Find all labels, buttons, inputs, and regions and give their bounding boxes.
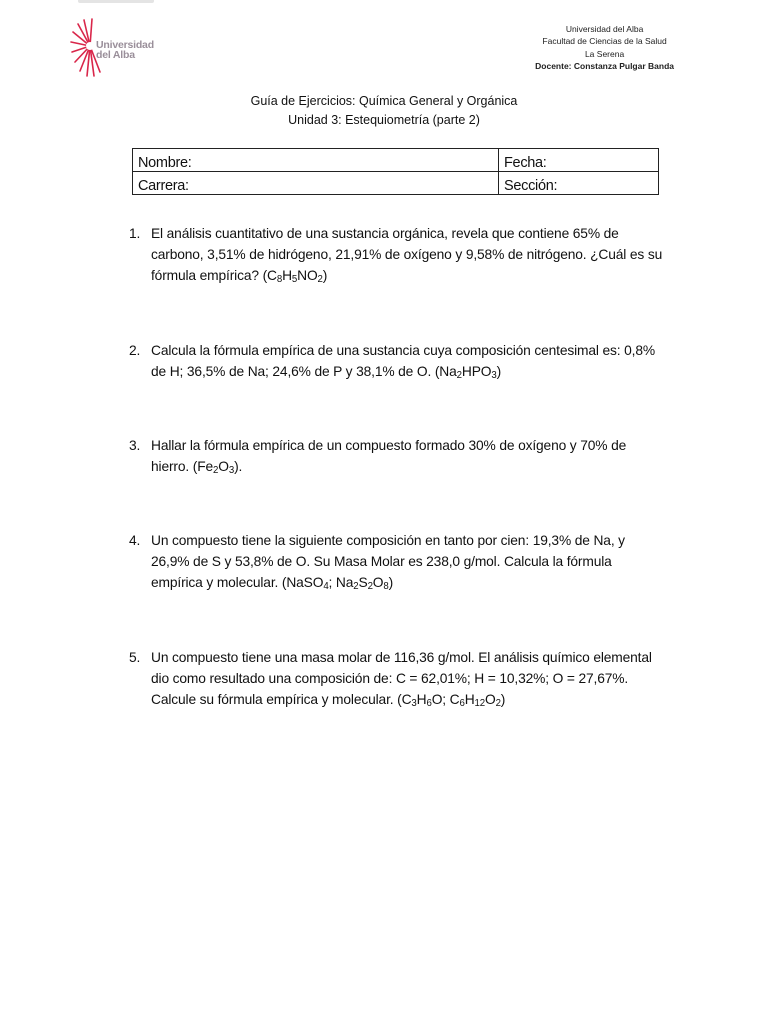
institution-line: La Serena <box>584 48 625 59</box>
question-answer: (NaSO$_4$; $Na_2S_2O_8$) <box>281 575 394 592</box>
question-text: El análisis cuantitativo de una sustancia orgánica, revela que contiene 65% de carbono, 3,51% de hidrógeno, 21,91% de oxígeno y 9,58% de nitrógeno. ¿Cuál es su fórmula empírica? <box>151 226 663 283</box>
question-5 <box>129 647 664 710</box>
institution-info <box>535 23 674 73</box>
logo-wordmark: Universidad del Alba <box>96 39 154 61</box>
institution-line: Universidad del Alba <box>565 24 644 34</box>
fecha-field[interactable]: Fecha: <box>499 149 659 172</box>
question-answer: $(Na_2HPO_3)$ <box>434 364 502 381</box>
question-4 <box>129 530 664 593</box>
question-number: 3. <box>129 438 141 453</box>
carrera-field[interactable]: Carrera: <box>133 172 499 195</box>
question-text: Hallar la fórmula empírica de un compuesto formado 30% de oxígeno y 70% de hierro. <box>151 438 627 474</box>
question-number: 2. <box>129 343 141 358</box>
question-text: Calcula la fórmula empírica de una sustancia cuya composición centesimal es: 0,8% de H; 36,5% de Na; 24,6% de P y 38,1% de O. <box>151 343 655 379</box>
university-logo <box>70 16 160 80</box>
student-info-table <box>132 148 659 195</box>
title-line-2: Unidad 3: Estequiometría (parte 2) <box>288 113 480 127</box>
question-2 <box>129 340 664 382</box>
question-answer: $(Fe_2O_3)$. <box>192 459 243 476</box>
docente-line: Docente: Constanza Pulgar Banda <box>535 61 674 72</box>
institution-line: Facultad de Ciencias de la Salud <box>542 36 667 47</box>
question-text: Un compuesto tiene la siguiente composición en tanto por cien: 19,3% de Na, y 26,9% de S y 53,8% de O. Su Masa Molar es 238,0 g/mol. Calcula la fórmula empírica y molecular. <box>151 533 625 590</box>
title-line-1: Guía de Ejercicios: Química General y Orgánica <box>250 94 518 108</box>
nombre-field[interactable]: Nombre: <box>133 149 499 172</box>
question-number: 1. <box>129 226 141 241</box>
document-title <box>0 92 768 130</box>
question-answer: $(C_8H_5NO_2)$ <box>262 268 328 285</box>
question-1 <box>129 223 664 286</box>
question-number: 5. <box>129 650 141 665</box>
page-edge-tab <box>78 0 154 3</box>
question-number: 4. <box>129 533 141 548</box>
question-3 <box>129 435 664 477</box>
question-text: Un compuesto tiene una masa molar de 116,36 g/mol. El análisis químico elemental dio como resultado una composición de: C = 62,01%; H = 10,32%; O = 27,67%. Calcule su fórmula empírica y molecular. <box>151 650 652 707</box>
seccion-field[interactable]: Sección: <box>499 172 659 195</box>
question-answer: ($C_3H_6O$; $C_6H_{12}O_2$) <box>397 692 506 709</box>
